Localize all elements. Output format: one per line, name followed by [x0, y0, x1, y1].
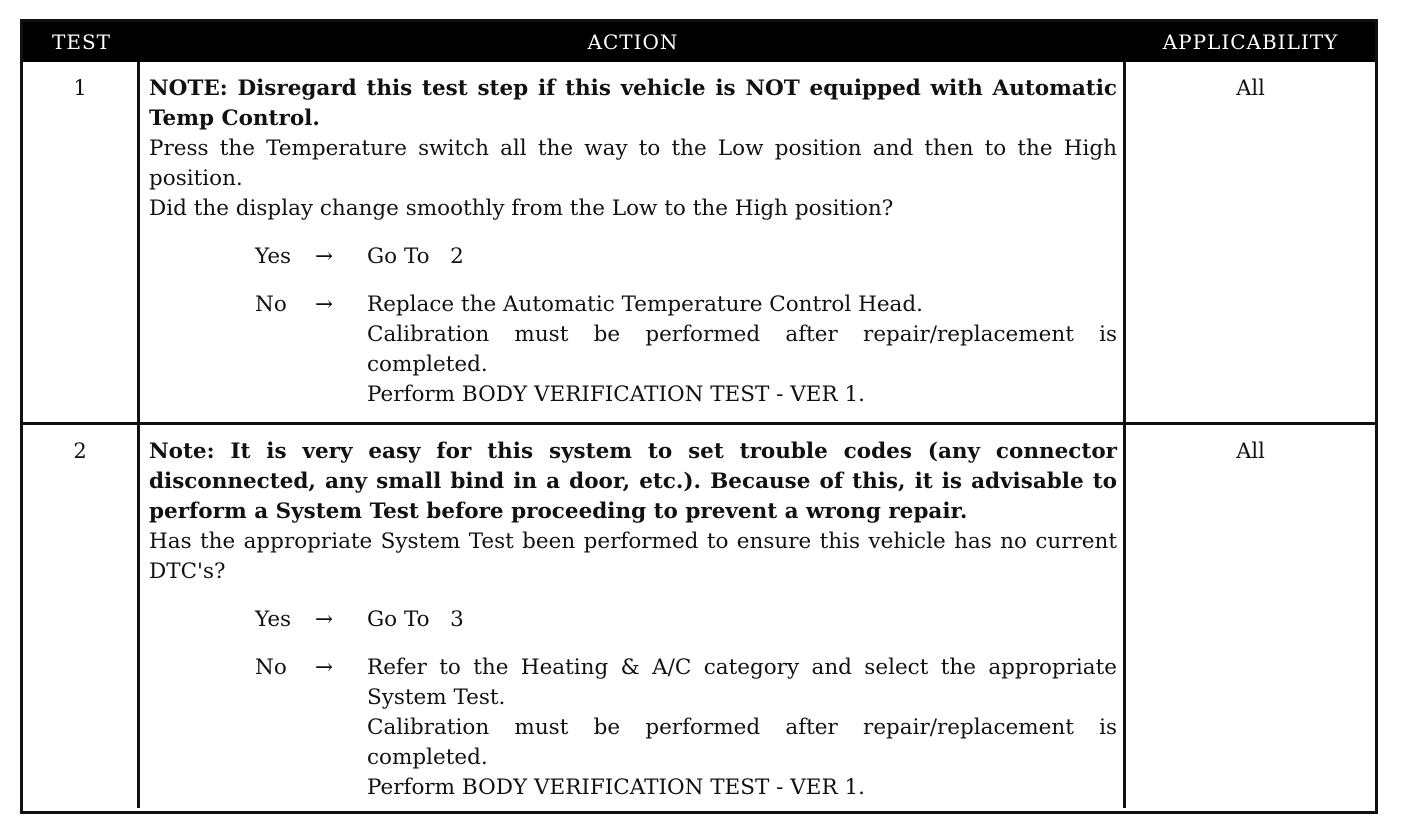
answer-text — [367, 290, 1117, 410]
table-row — [23, 62, 1375, 422]
answer-line: Refer to the Heating & A/C category and select the appropriate System Test. — [367, 655, 1117, 710]
test-number: 1 — [23, 62, 140, 422]
answer-text — [367, 242, 1117, 272]
test-number: 2 — [23, 425, 140, 808]
test-question: Did the display change smoothly from the Low to the High position? — [149, 196, 894, 221]
answer-line: Perform BODY VERIFICATION TEST - VER 1. — [367, 382, 866, 407]
action-cell — [140, 62, 1126, 422]
answer-no — [149, 290, 1117, 410]
header-test: TEST — [52, 30, 111, 54]
header-action: ACTION — [587, 30, 679, 54]
answer-text — [367, 605, 1117, 635]
answer-line: Calibration must be performed after repair/replacement is completed. — [367, 322, 1117, 377]
right-arrow-icon: → — [315, 655, 334, 680]
applicability-value: All — [1236, 439, 1265, 463]
table-row — [23, 422, 1375, 808]
answer-line: Go To 2 — [367, 244, 464, 269]
answer-line: Calibration must be performed after repair/replacement is completed. — [367, 715, 1117, 770]
answer-yes — [149, 242, 1117, 272]
test-note: Note: It is very easy for this system to set trouble codes (any connector disconnected, any small bind in a door, etc.). Because of this, it is advisable to perform a System Test before proceeding to prevent a wrong repair. — [149, 439, 1117, 524]
test-question: Has the appropriate System Test been performed to ensure this vehicle has no current DTC's? — [149, 529, 1117, 584]
header-applicability: APPLICABILITY — [1162, 30, 1339, 54]
answer-label: Yes — [255, 607, 292, 632]
test-instruction: Press the Temperature switch all the way to the Low position and then to the High position. — [149, 136, 1117, 191]
answer-line: Go To 3 — [367, 607, 464, 632]
answer-line: Replace the Automatic Temperature Control Head. — [367, 292, 923, 317]
answer-label: No — [255, 655, 287, 680]
right-arrow-icon: → — [315, 244, 334, 269]
test-note: NOTE: Disregard this test step if this vehicle is NOT equipped with Automatic Temp Control. — [149, 76, 1117, 131]
right-arrow-icon: → — [315, 607, 334, 632]
answer-no — [149, 653, 1117, 803]
answer-text — [367, 653, 1117, 803]
answer-label: Yes — [255, 244, 292, 269]
applicability-value: All — [1236, 76, 1265, 100]
right-arrow-icon: → — [315, 292, 334, 317]
action-cell — [140, 425, 1126, 808]
answer-label: No — [255, 292, 287, 317]
answer-yes — [149, 605, 1117, 635]
table-header — [23, 22, 1375, 62]
answer-line: Perform BODY VERIFICATION TEST - VER 1. — [367, 775, 866, 800]
diagnostic-test-table — [20, 19, 1378, 814]
